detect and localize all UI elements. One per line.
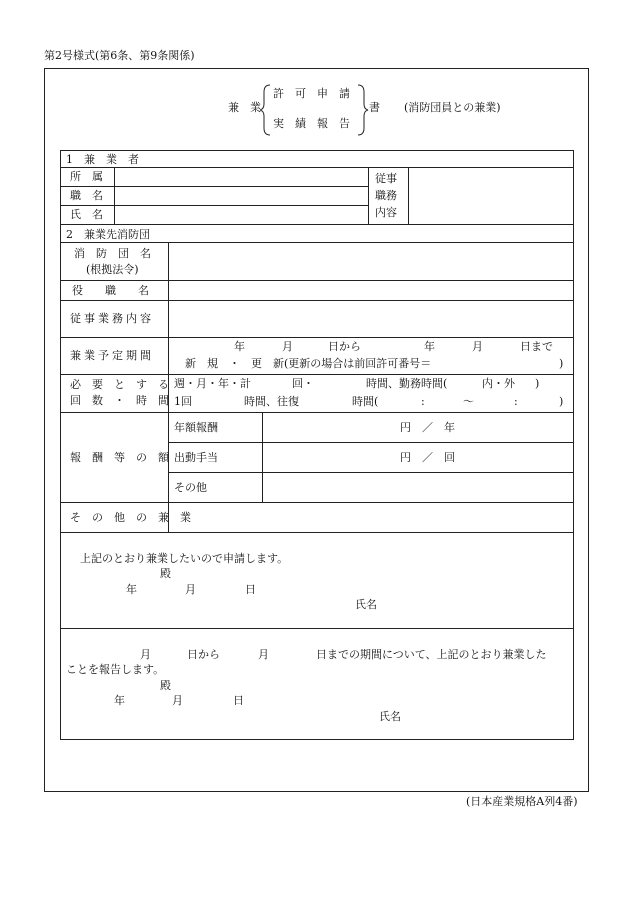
report-month-2: 月 (258, 648, 269, 661)
application-day: 日 (245, 583, 256, 596)
full-name-label: 氏 名 (70, 208, 103, 221)
annual-pay-unit: 円 ／ 年 (400, 421, 455, 434)
application-month: 月 (185, 583, 196, 596)
dispatch-allowance-label: 出動手当 (174, 451, 218, 464)
renewal-close: ) (559, 357, 564, 370)
required-label-1: 必 要 と す る (70, 378, 169, 391)
schedule-year-2: 年 (424, 340, 435, 353)
position-title-label: 職 名 (70, 189, 103, 202)
report-year: 年 (114, 694, 125, 707)
title-option-permit: 許 可 申 請 (273, 87, 350, 100)
title-prefix: 兼 業 (228, 101, 261, 114)
required-times: 回・ (292, 377, 314, 390)
required-period-unit: 週・月・年・計 (174, 377, 251, 390)
time-range-tilde: 〜 (463, 395, 474, 408)
duties-label: 従事業務内容 (70, 312, 154, 325)
work-hours-close: ) (535, 377, 540, 390)
required-hours: 時間、 (366, 377, 399, 390)
report-addressee: 殿 (160, 679, 171, 692)
schedule-year-1: 年 (234, 340, 245, 353)
form-number-label: 第2号様式(第6条、第9条関係) (44, 49, 195, 62)
work-hours-label: 勤務時間( (399, 377, 448, 390)
report-period-text: 日までの期間について、上記のとおり兼業した (316, 648, 547, 661)
report-day: 日 (233, 694, 244, 707)
duty-label-3: 内容 (375, 206, 397, 219)
duty-label-2: 職務 (375, 189, 397, 202)
report-month: 月 (172, 694, 183, 707)
time-close: ) (559, 395, 564, 408)
left-brace-icon (258, 84, 272, 136)
report-month-1: 月 (140, 648, 151, 661)
required-label-2: 回 数 ・ 時 間 (70, 394, 169, 407)
section1-heading: 1 兼 業 者 (66, 153, 139, 166)
application-year: 年 (126, 583, 137, 596)
report-name-label: 氏名 (379, 710, 401, 723)
time-colon-1: : (421, 395, 425, 408)
role-label: 役 職 名 (72, 284, 149, 297)
legal-basis-label: (根拠法令) (86, 263, 139, 276)
annual-pay-label: 年額報酬 (174, 421, 218, 434)
round-trip-label: 時間、往復 (244, 395, 299, 408)
right-brace-icon (356, 84, 370, 136)
application-text: 上記のとおり兼業したいので申請します。 (80, 552, 289, 565)
schedule-until: 日まで (520, 340, 553, 353)
schedule-from: 日から (328, 340, 361, 353)
report-statement: ことを報告します。 (66, 663, 165, 676)
application-addressee: 殿 (160, 567, 171, 580)
affiliation-label: 所 属 (70, 170, 103, 183)
time-colon-2: : (514, 395, 518, 408)
inside-outside: 内・外 (482, 377, 515, 390)
report-from: 日から (187, 648, 220, 661)
duty-label-1: 従事 (375, 172, 397, 185)
other-pay-label: その他 (174, 481, 207, 494)
travel-hours-label: 時間( (352, 395, 379, 408)
fire-corps-name-label: 消 防 団 名 (74, 247, 151, 260)
renewal-line: 新 規 ・ 更 新(更新の場合は前回許可番号＝ (185, 357, 432, 370)
schedule-label: 兼業予定期間 (70, 349, 154, 362)
application-name-label: 氏名 (355, 598, 377, 611)
schedule-month-1: 月 (282, 340, 293, 353)
paper-size-note: (日本産業規格A列4番) (466, 795, 578, 808)
other-jobs-label: そ の 他 の 兼 業 (70, 511, 191, 524)
per-time-label: 1回 (174, 395, 192, 408)
compensation-label: 報 酬 等 の 額 (70, 451, 169, 464)
title-suffix: 書 (369, 101, 380, 114)
title-note: (消防団員との兼業) (404, 101, 501, 114)
section2-heading: 2 兼業先消防団 (66, 228, 150, 241)
title-option-report: 実 績 報 告 (273, 117, 350, 130)
schedule-month-2: 月 (472, 340, 483, 353)
dispatch-allowance-unit: 円 ／ 回 (400, 451, 455, 464)
